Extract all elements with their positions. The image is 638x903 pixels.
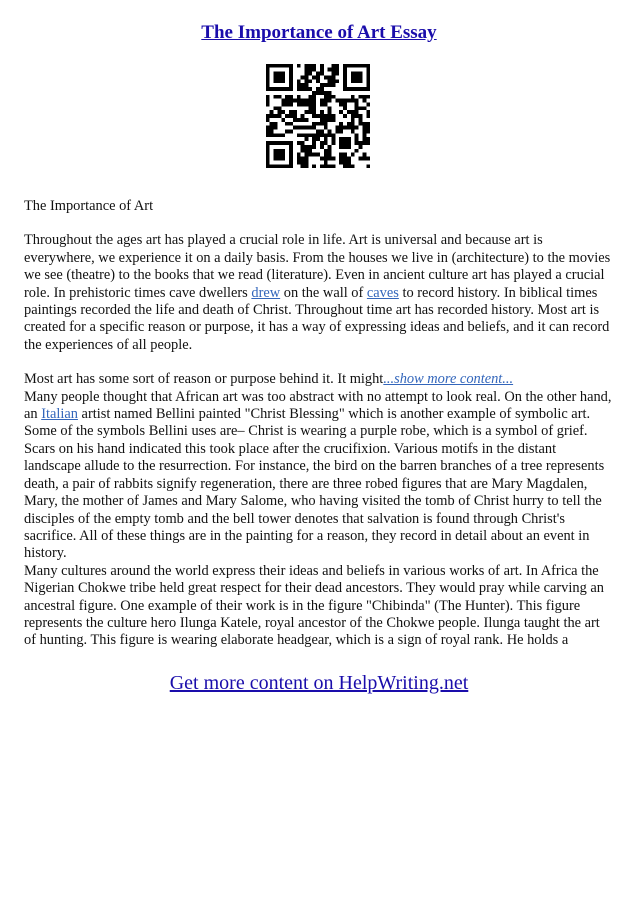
essay-heading: The Importance of Art <box>24 198 154 214</box>
paragraph-text: Throughout the ages art has played a crucial role in life. Art is universal and because art is everywhere, we experience it on a daily basis. From the houses we live in (architecture) to the movies we see (theatre) to the books that we read (literature). Even in ancient culture art has played a crucial role. In prehistoric times cave dwellers <box>24 232 611 301</box>
qr-code-icon <box>262 60 374 172</box>
drew-link[interactable]: drew <box>251 284 281 301</box>
paragraph-text: artist named Bellini painted "Christ Blessing" which is another example of symbolic art. Some of the symbols Bellini uses are– Christ is wearing a purple robe, which is a symbol of grief. Scars on his hand indicated this took place after the crucifixion. Various motifs in the distant landscape allude to the resurrection. For instance, the bird on the barren branches of a tree represents death, a pair of rabbits signify regeneration, there are three robed figures that are Mary Magdalen, Mary, the mother of James and Mary Salome, who having visited the tomb of Christ hurry to tell the disciples of the empty tomb and the bell tower denotes that salvation is found through Christ's sacrifice. All of these things are in the painting for a reason, they record in detail about an event in history. <box>24 406 605 562</box>
paragraph-text: to record history. In biblical times paintings recorded the life and death of Christ. Throughout time art has recorded history. Most art is created for a specific reason or purpose, it has a way of expressing ideas and beliefs, and it can record the experiences of all people. <box>24 284 610 353</box>
essay-title-link[interactable]: The Importance of Art Essay <box>201 22 437 43</box>
paragraph-1 <box>24 232 614 354</box>
italian-link[interactable]: Italian <box>41 406 78 423</box>
paragraph-2 <box>24 371 614 388</box>
show-more-link[interactable]: ...show more content... <box>383 371 514 388</box>
paragraph-3 <box>24 389 614 563</box>
paragraph-4: Many cultures around the world express their ideas and beliefs in various works of art. In Africa the Nigerian Chokwe tribe held great respect for their dead ancestors. They would pray while carving an ancestral figure. One example of their work is in the figure "Chibinda" (The Hunter). This figure represents the culture hero Ilunga Katele, royal ancestor of the Chokwe people. Ilunga taught the art of hunting. This figure is wearing elaborate headgear, which is a sign of royal rank. He holds a <box>24 562 604 649</box>
paragraph-text: on the wall of <box>280 284 367 301</box>
get-more-content-link[interactable]: Get more content on HelpWriting.net <box>169 672 469 694</box>
caves-link[interactable]: caves <box>366 284 399 301</box>
paragraph-text: Most art has some sort of reason or purpose behind it. It might <box>24 371 384 388</box>
essay-body <box>24 198 614 650</box>
paragraph-text: Many people thought that African art was too abstract with no attempt to look real. On the other hand, an <box>24 388 612 423</box>
